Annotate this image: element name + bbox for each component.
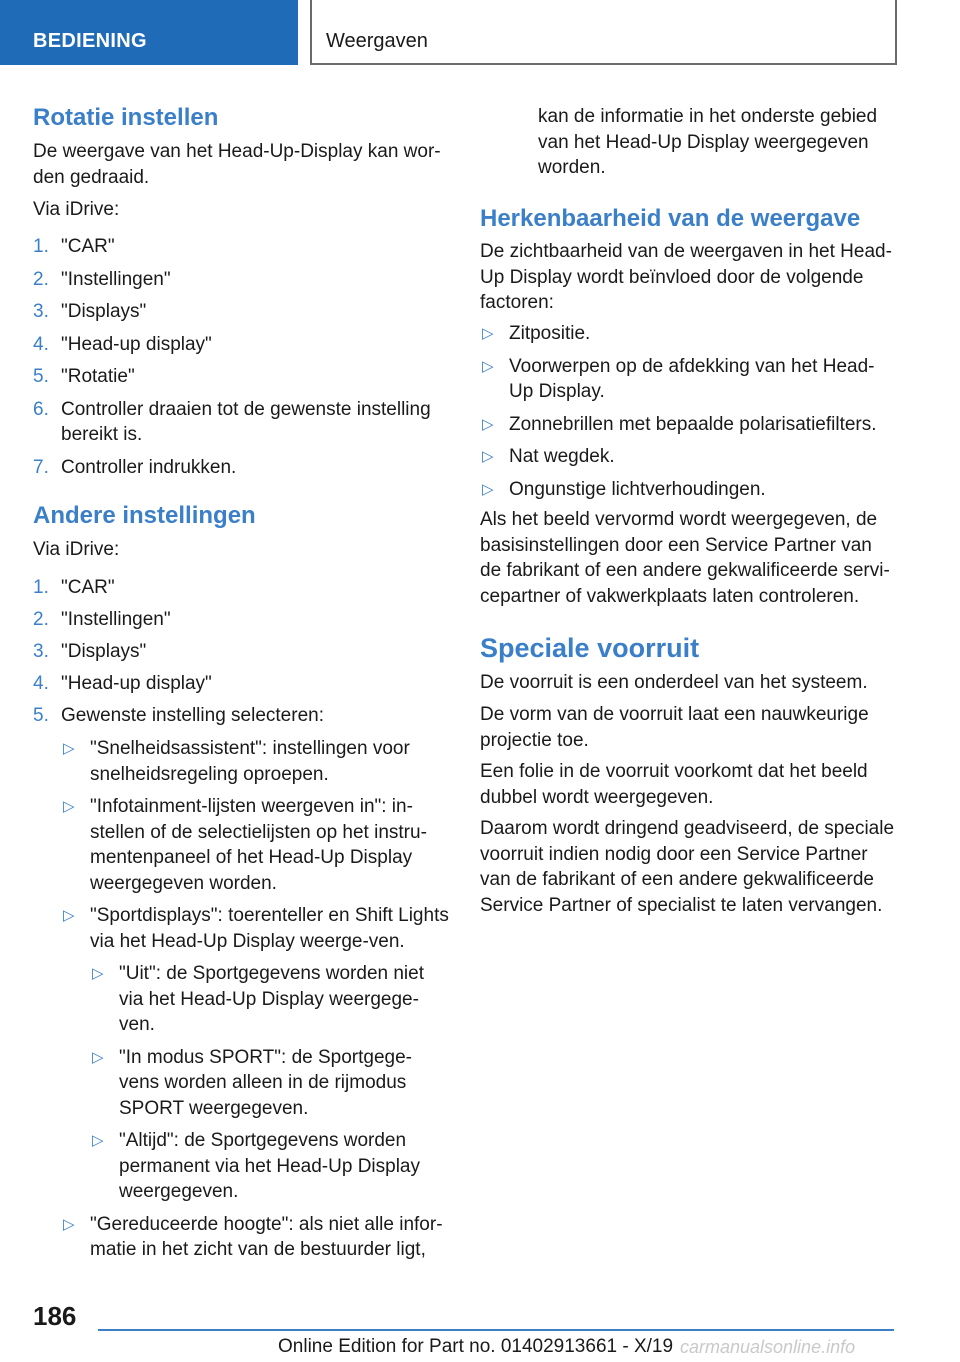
triangle-right-icon: ▷ <box>92 1132 104 1149</box>
list-item: ▷ "Uit": de Sportgegevens worden niet via het Head-Up Display weergege-ven. <box>92 963 425 1035</box>
triangle-right-icon: ▷ <box>63 740 75 757</box>
edition-text: Online Edition for Part no. 01402913661 - X/19 <box>278 1336 674 1357</box>
list-item: 5. Gewenste instelling selecteren: <box>33 705 324 726</box>
heading-voorruit: Speciale voorruit <box>480 633 700 663</box>
list-item: ▷ Voorwerpen op de afdekking van het Head-Up Display. <box>482 355 875 402</box>
sport-sub-options <box>61 961 451 1205</box>
list-item: 6. Controller draaien tot de gewenste instelling bereikt is. <box>33 398 431 445</box>
gereduceerd-continuation: kan de informatie in het onderste gebied van het Head-Up Display weergegeven worden. <box>538 106 878 178</box>
list-item: 1. "CAR" <box>33 236 115 257</box>
list-item: 4. "Head-up display" <box>33 673 212 694</box>
triangle-right-icon: ▷ <box>92 1048 104 1066</box>
list-item: 3. "Displays" <box>33 301 147 322</box>
voorruit-p2: De vorm van de voorruit laat een nauwkeurige projectie toe. <box>480 704 869 751</box>
andere-via: Via iDrive: <box>33 539 120 560</box>
triangle-right-icon: ▷ <box>63 907 75 924</box>
list-item: ▷ Zitpositie. <box>480 321 895 347</box>
rotatie-via: Via iDrive: <box>33 199 120 220</box>
chapter-tab <box>310 0 897 65</box>
triangle-right-icon: ▷ <box>482 448 494 465</box>
list-item: ▷ Nat wegdek. <box>480 444 895 470</box>
list-item: ▷ "Altijd": de Sportgegevens worden permanent via het Head-Up Display weergegeven. <box>92 1130 420 1202</box>
andere-steps <box>33 575 448 735</box>
heading-andere: Andere instellingen <box>33 502 256 529</box>
triangle-right-icon: ▷ <box>63 798 75 815</box>
list-item: 5. "Rotatie" <box>33 366 135 387</box>
list-item: 2. "Instellingen" <box>33 268 171 290</box>
rotatie-steps <box>33 234 443 480</box>
list-item: 1. "CAR" <box>33 577 115 598</box>
herkenbaarheid-intro: De zichtbaarheid van de weergaven in het Head-Up Display wordt beïnvloed door de volgende factoren: <box>480 241 892 313</box>
section-tab <box>0 0 298 65</box>
triangle-right-icon: ▷ <box>482 325 494 342</box>
voorruit-p3: Een folie in de voorruit voorkomt dat het beeld dubbel wordt weergegeven. <box>480 761 868 808</box>
rotatie-intro: De weergave van het Head-Up-Display kan wor-den gedraaid. <box>33 141 441 188</box>
footer-divider <box>98 1329 894 1331</box>
herkenbaarheid-outro: Als het beeld vervormd wordt weergegeven, de basisinstellingen door een Service Partner van de fabrikant of een andere gekwalificeerde servi-cepartner of vakwerkplaats laten controleren. <box>480 509 890 607</box>
watermark: carmanualsonline.info <box>680 1337 856 1357</box>
andere-options <box>61 736 451 1263</box>
triangle-right-icon: ▷ <box>482 357 494 375</box>
voorruit-p1: De voorruit is een onderdeel van het systeem. <box>480 672 868 693</box>
list-item: 4. "Head-up display" <box>33 333 212 355</box>
chapter-label: Weergaven <box>326 30 428 52</box>
herkenbaarheid-factors <box>480 321 895 502</box>
list-item: 3. "Displays" <box>33 641 147 662</box>
list-item: ▷ "In modus SPORT": de Sportgege-vens worden alleen in de rijmodus SPORT weergegeven. <box>92 1046 413 1119</box>
list-item: ▷ "Infotainment-lijsten weergeven in": in-stellen of de selectielijsten op het instru-mentenpaneel of het Head-Up Display weergegeven worden. <box>63 796 427 894</box>
triangle-right-icon: ▷ <box>482 415 494 433</box>
list-item: ▷ "Sportdisplays": toerenteller en Shift Lights via het Head-Up Display weerge-ven. <box>63 905 449 952</box>
heading-herkenbaarheid: Herkenbaarheid van de weergave <box>480 205 861 232</box>
page-number: 186 <box>33 1301 77 1331</box>
heading-rotatie: Rotatie instellen <box>33 104 219 131</box>
list-item: ▷ "Gereduceerde hoogte": als niet alle infor-matie in het zicht van de bestuurder ligt, <box>63 1213 443 1260</box>
voorruit-p4: Daarom wordt dringend geadviseerd, de speciale voorruit indien nodig door een Service Partner van de fabrikant of een andere gekwalificeerde Service Partner of specialist te laten vervangen. <box>480 818 895 916</box>
list-item: 7. Controller indrukken. <box>33 456 237 478</box>
list-item: ▷ Zonnebrillen met bepaalde polarisatiefilters. <box>480 412 895 438</box>
triangle-right-icon: ▷ <box>482 480 494 498</box>
list-item: ▷ Ongunstige lichtverhoudingen. <box>480 477 895 503</box>
section-label: BEDIENING <box>33 30 147 52</box>
list-item: ▷ "Snelheidsassistent": instellingen voor snelheidsregeling oproepen. <box>63 738 410 785</box>
triangle-right-icon: ▷ <box>63 1215 75 1233</box>
list-item: 2. "Instellingen" <box>33 609 171 630</box>
triangle-right-icon: ▷ <box>92 965 104 982</box>
